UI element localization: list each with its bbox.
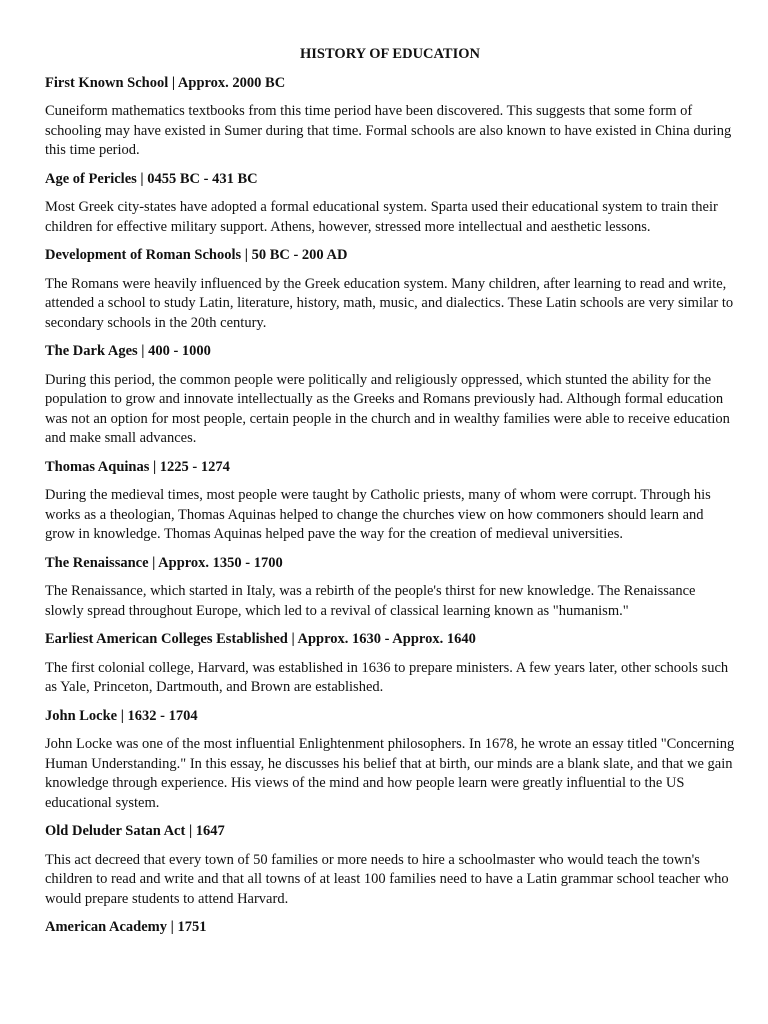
section-body: During the medieval times, most people were taught by Catholic priests, many of whom were corrupt. Through his works as a theologian, Thomas Aquinas helped to change the churches view on how commoners should learn and grow in knowledge. Thomas Aquinas helped pave the way for the creation of medieval universities. [45,487,711,542]
section-thomas-aquinas [45,458,735,545]
section-body: The Romans were heavily influenced by the Greek education system. Many children, after learning to read and write, attended a school to study Latin, literature, history, math, music, and dialectics. These Latin schools are very similar to secondary schools in the 20th century. [45,275,734,331]
section-age-of-pericles [45,170,735,238]
section-body: Most Greek city-states have adopted a formal educational system. Sparta used their educational system to train their children for effective military support. Athens, however, stressed more intellectual and aesthetic lessons. [45,199,718,235]
document-page [45,45,735,947]
section-roman-schools [45,246,735,333]
section-body: During this period, the common people were politically and religiously oppressed, which stunted the ability for the population to grow and innovate intellectually as the Greeks and Romans previously had. Although formal education was not an option for most people, certain people in the church and in wealthy families were able to receive education and make small advances. [45,371,730,446]
section-heading: John Locke | 1632 - 1704 [45,707,198,724]
section-american-academy [45,918,735,938]
section-body: This act decreed that every town of 50 families or more needs to hire a schoolmaster who would teach the town's children to read and write and that all towns of at least 100 families need to have a Latin grammar school teacher who would prepare students to attend Harvard. [45,851,729,907]
document-title: HISTORY OF EDUCATION [300,46,480,62]
section-renaissance [45,554,735,622]
section-heading: American Academy | 1751 [45,919,207,935]
section-heading: Old Deluder Satan Act | 1647 [45,823,225,839]
section-body: The Renaissance, which started in Italy, was a rebirth of the people's thirst for new knowledge. The Renaissance slowly spread throughout Europe, which led to a revival of classical learning known as "humanism." [45,583,696,619]
section-heading: Thomas Aquinas | 1225 - 1274 [45,458,230,475]
section-american-colleges [45,630,735,698]
section-john-locke [45,707,735,814]
section-heading: Development of Roman Schools | 50 BC - 200 AD [45,247,348,263]
section-heading: Earliest American Colleges Established | Approx. 1630 - Approx. 1640 [45,631,476,647]
section-heading: The Renaissance | Approx. 1350 - 1700 [45,554,283,571]
section-heading: The Dark Ages | 400 - 1000 [45,343,211,359]
section-body: The first colonial college, Harvard, was established in 1636 to prepare ministers. A few years later, other schools such as Yale, Princeton, Dartmouth, and Brown are established. [45,659,729,695]
section-old-deluder-satan-act [45,822,735,909]
section-first-known-school [45,74,735,161]
section-dark-ages [45,342,735,449]
section-heading: Age of Pericles | 0455 BC - 431 BC [45,170,258,187]
section-body: John Locke was one of the most influential Enlightenment philosophers. In 1678, he wrote an essay titled "Concerning Human Understanding." In this essay, he discusses his belief that at birth, our minds are a blank slate, and that we gain knowledge through experience. His views of the mind and how people learn were greatly influential to the US educational system. [45,736,735,811]
section-body: Cuneiform mathematics textbooks from this time period have been discovered. This suggests that some form of schooling may have existed in Sumer during that time. Formal schools are also known to have existed in China during this time period. [45,103,732,158]
section-heading: First Known School | Approx. 2000 BC [45,74,286,91]
